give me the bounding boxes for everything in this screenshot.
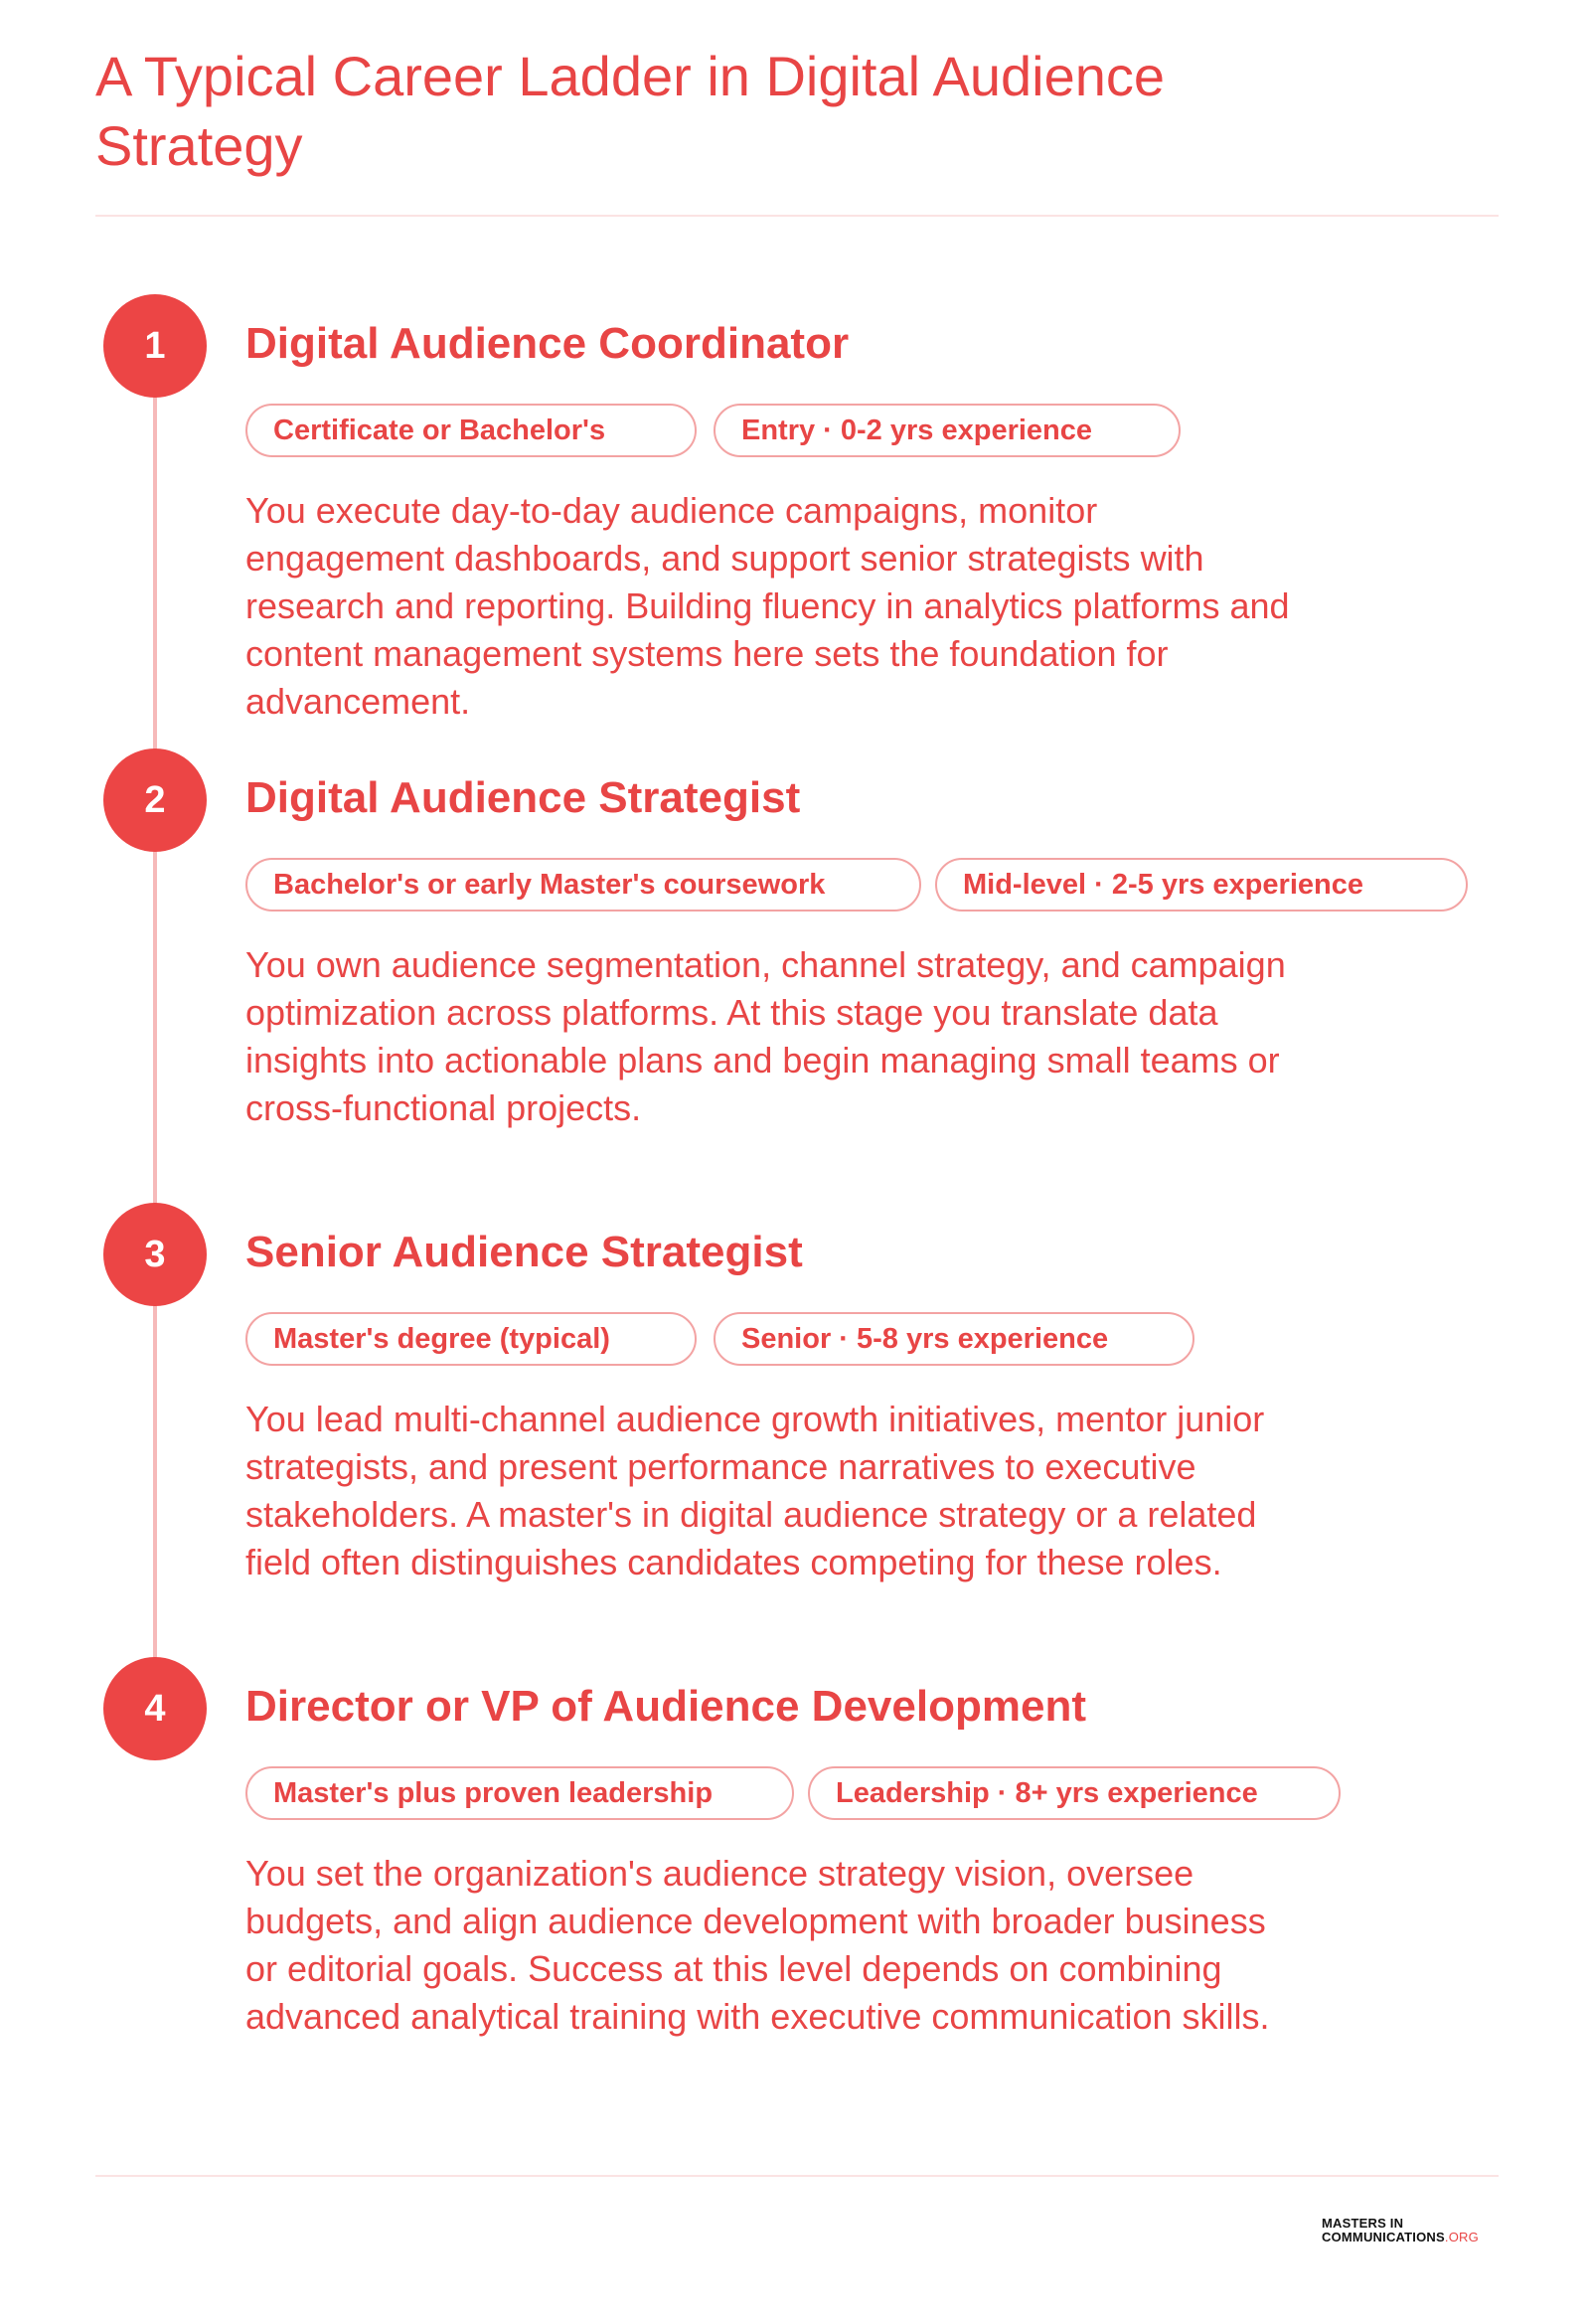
step-number-badge: 4 bbox=[103, 1657, 207, 1760]
experience-tag: Leadership · 8+ yrs experience bbox=[808, 1766, 1341, 1820]
step-title: Digital Audience Strategist bbox=[245, 773, 801, 822]
step-description: You own audience segmentation, channel strategy, and campaign optimization across platforms. At this stage you translate data insights into actionable plans and begin managing small teams or cross-functional projects. bbox=[245, 944, 1286, 1128]
step-number-badge: 1 bbox=[103, 294, 207, 398]
logo-suffix: .ORG bbox=[1444, 2230, 1479, 2244]
step-title: Senior Audience Strategist bbox=[245, 1228, 803, 1276]
education-tag: Master's plus proven leadership bbox=[245, 1766, 794, 1820]
step-description: You set the organization's audience strategy vision, oversee budgets, and align audience development with broader business or editorial goals. Success at this level depends on combining advanced analytical training with executive communication skills. bbox=[245, 1853, 1270, 2037]
step-title: Director or VP of Audience Development bbox=[245, 1682, 1086, 1731]
top-divider bbox=[95, 215, 1499, 217]
logo-line-2: COMMUNICATIONS bbox=[1322, 2230, 1445, 2244]
step-number-badge: 3 bbox=[103, 1203, 207, 1306]
step-title: Digital Audience Coordinator bbox=[245, 319, 850, 368]
page-title: A Typical Career Ladder in Digital Audience Strategy bbox=[95, 45, 1166, 177]
step-description: You execute day-to-day audience campaigns, monitor engagement dashboards, and support senior strategists with research and reporting. Building fluency in analytics platforms and content management systems here sets the foundation for advancement. bbox=[245, 490, 1290, 722]
education-tag: Certificate or Bachelor's bbox=[245, 404, 697, 457]
experience-tag: Entry · 0-2 yrs experience bbox=[714, 404, 1181, 457]
experience-tag: Mid-level · 2-5 yrs experience bbox=[935, 858, 1468, 912]
bottom-divider bbox=[95, 2175, 1499, 2177]
education-tag: Bachelor's or early Master's coursework bbox=[245, 858, 921, 912]
experience-tag: Senior · 5-8 yrs experience bbox=[714, 1312, 1194, 1366]
step-description: You lead multi-channel audience growth initiatives, mentor junior strategists, and present performance narratives to executive stakeholders. A master's in digital audience strategy or a related field often distinguishes candidates competing for these roles. bbox=[245, 1399, 1265, 1582]
logo-line-1: MASTERS IN bbox=[1322, 2216, 1404, 2231]
brand-logo bbox=[1322, 2217, 1479, 2244]
step-number-badge: 2 bbox=[103, 748, 207, 852]
education-tag: Master's degree (typical) bbox=[245, 1312, 697, 1366]
timeline-line bbox=[153, 350, 157, 1710]
